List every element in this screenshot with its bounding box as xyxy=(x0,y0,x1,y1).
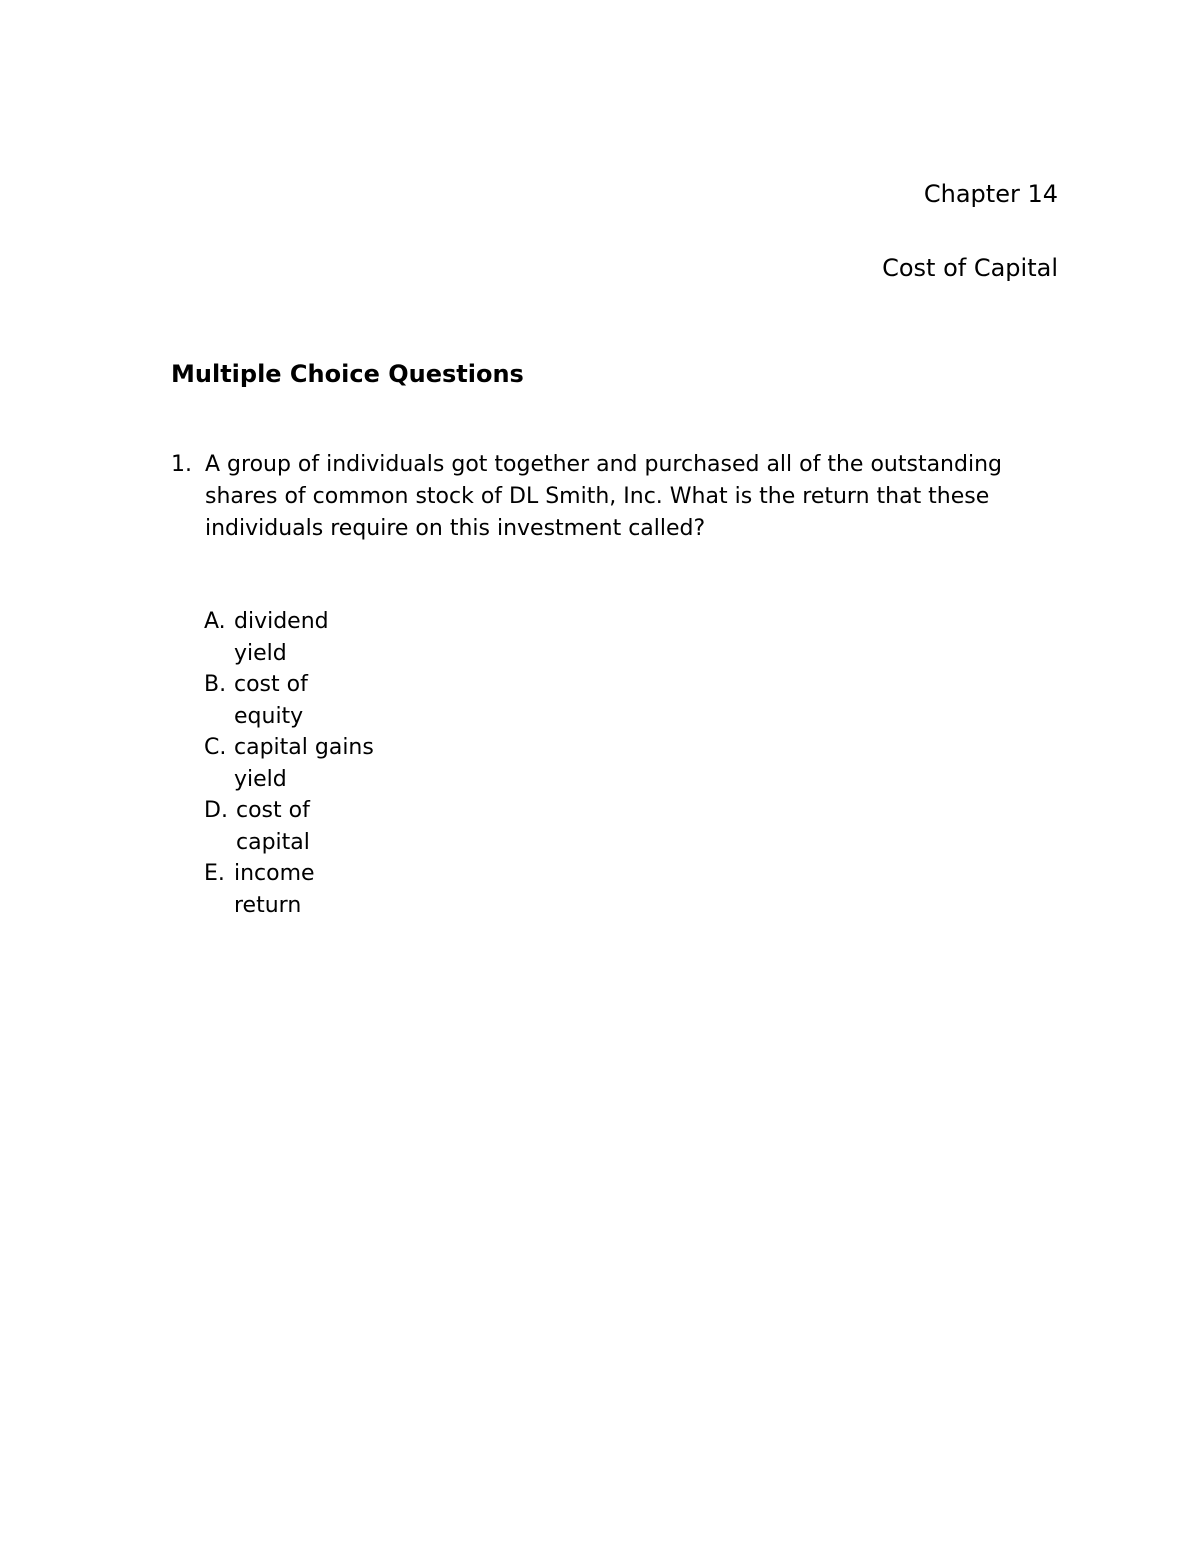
chapter-number: Chapter 14 xyxy=(923,180,1058,208)
choice-d xyxy=(204,795,404,858)
choice-text: capital gains yield xyxy=(234,735,374,792)
choice-e xyxy=(204,858,404,921)
choice-letter: D. xyxy=(204,798,228,823)
question-number: 1. xyxy=(171,452,192,477)
choice-b xyxy=(204,669,404,732)
choice-letter: E. xyxy=(204,861,225,886)
answer-choices xyxy=(204,606,404,921)
question-text: A group of individuals got together and purchased all of the outstanding shares of common stock of DL Smith, Inc. What is the return that these individuals require on this investment called? xyxy=(205,452,1002,541)
chapter-title: Cost of Capital xyxy=(882,254,1058,282)
choice-letter: C. xyxy=(204,735,227,760)
section-heading: Multiple Choice Questions xyxy=(171,360,524,388)
choice-c xyxy=(204,732,404,795)
choice-a xyxy=(204,606,404,669)
choice-text: income return xyxy=(234,861,315,918)
choice-text: dividend yield xyxy=(234,609,329,666)
choice-letter: B. xyxy=(204,672,227,697)
choice-text: cost of equity xyxy=(234,672,308,729)
choice-text: cost of capital xyxy=(236,798,310,855)
choice-letter: A. xyxy=(204,609,226,634)
